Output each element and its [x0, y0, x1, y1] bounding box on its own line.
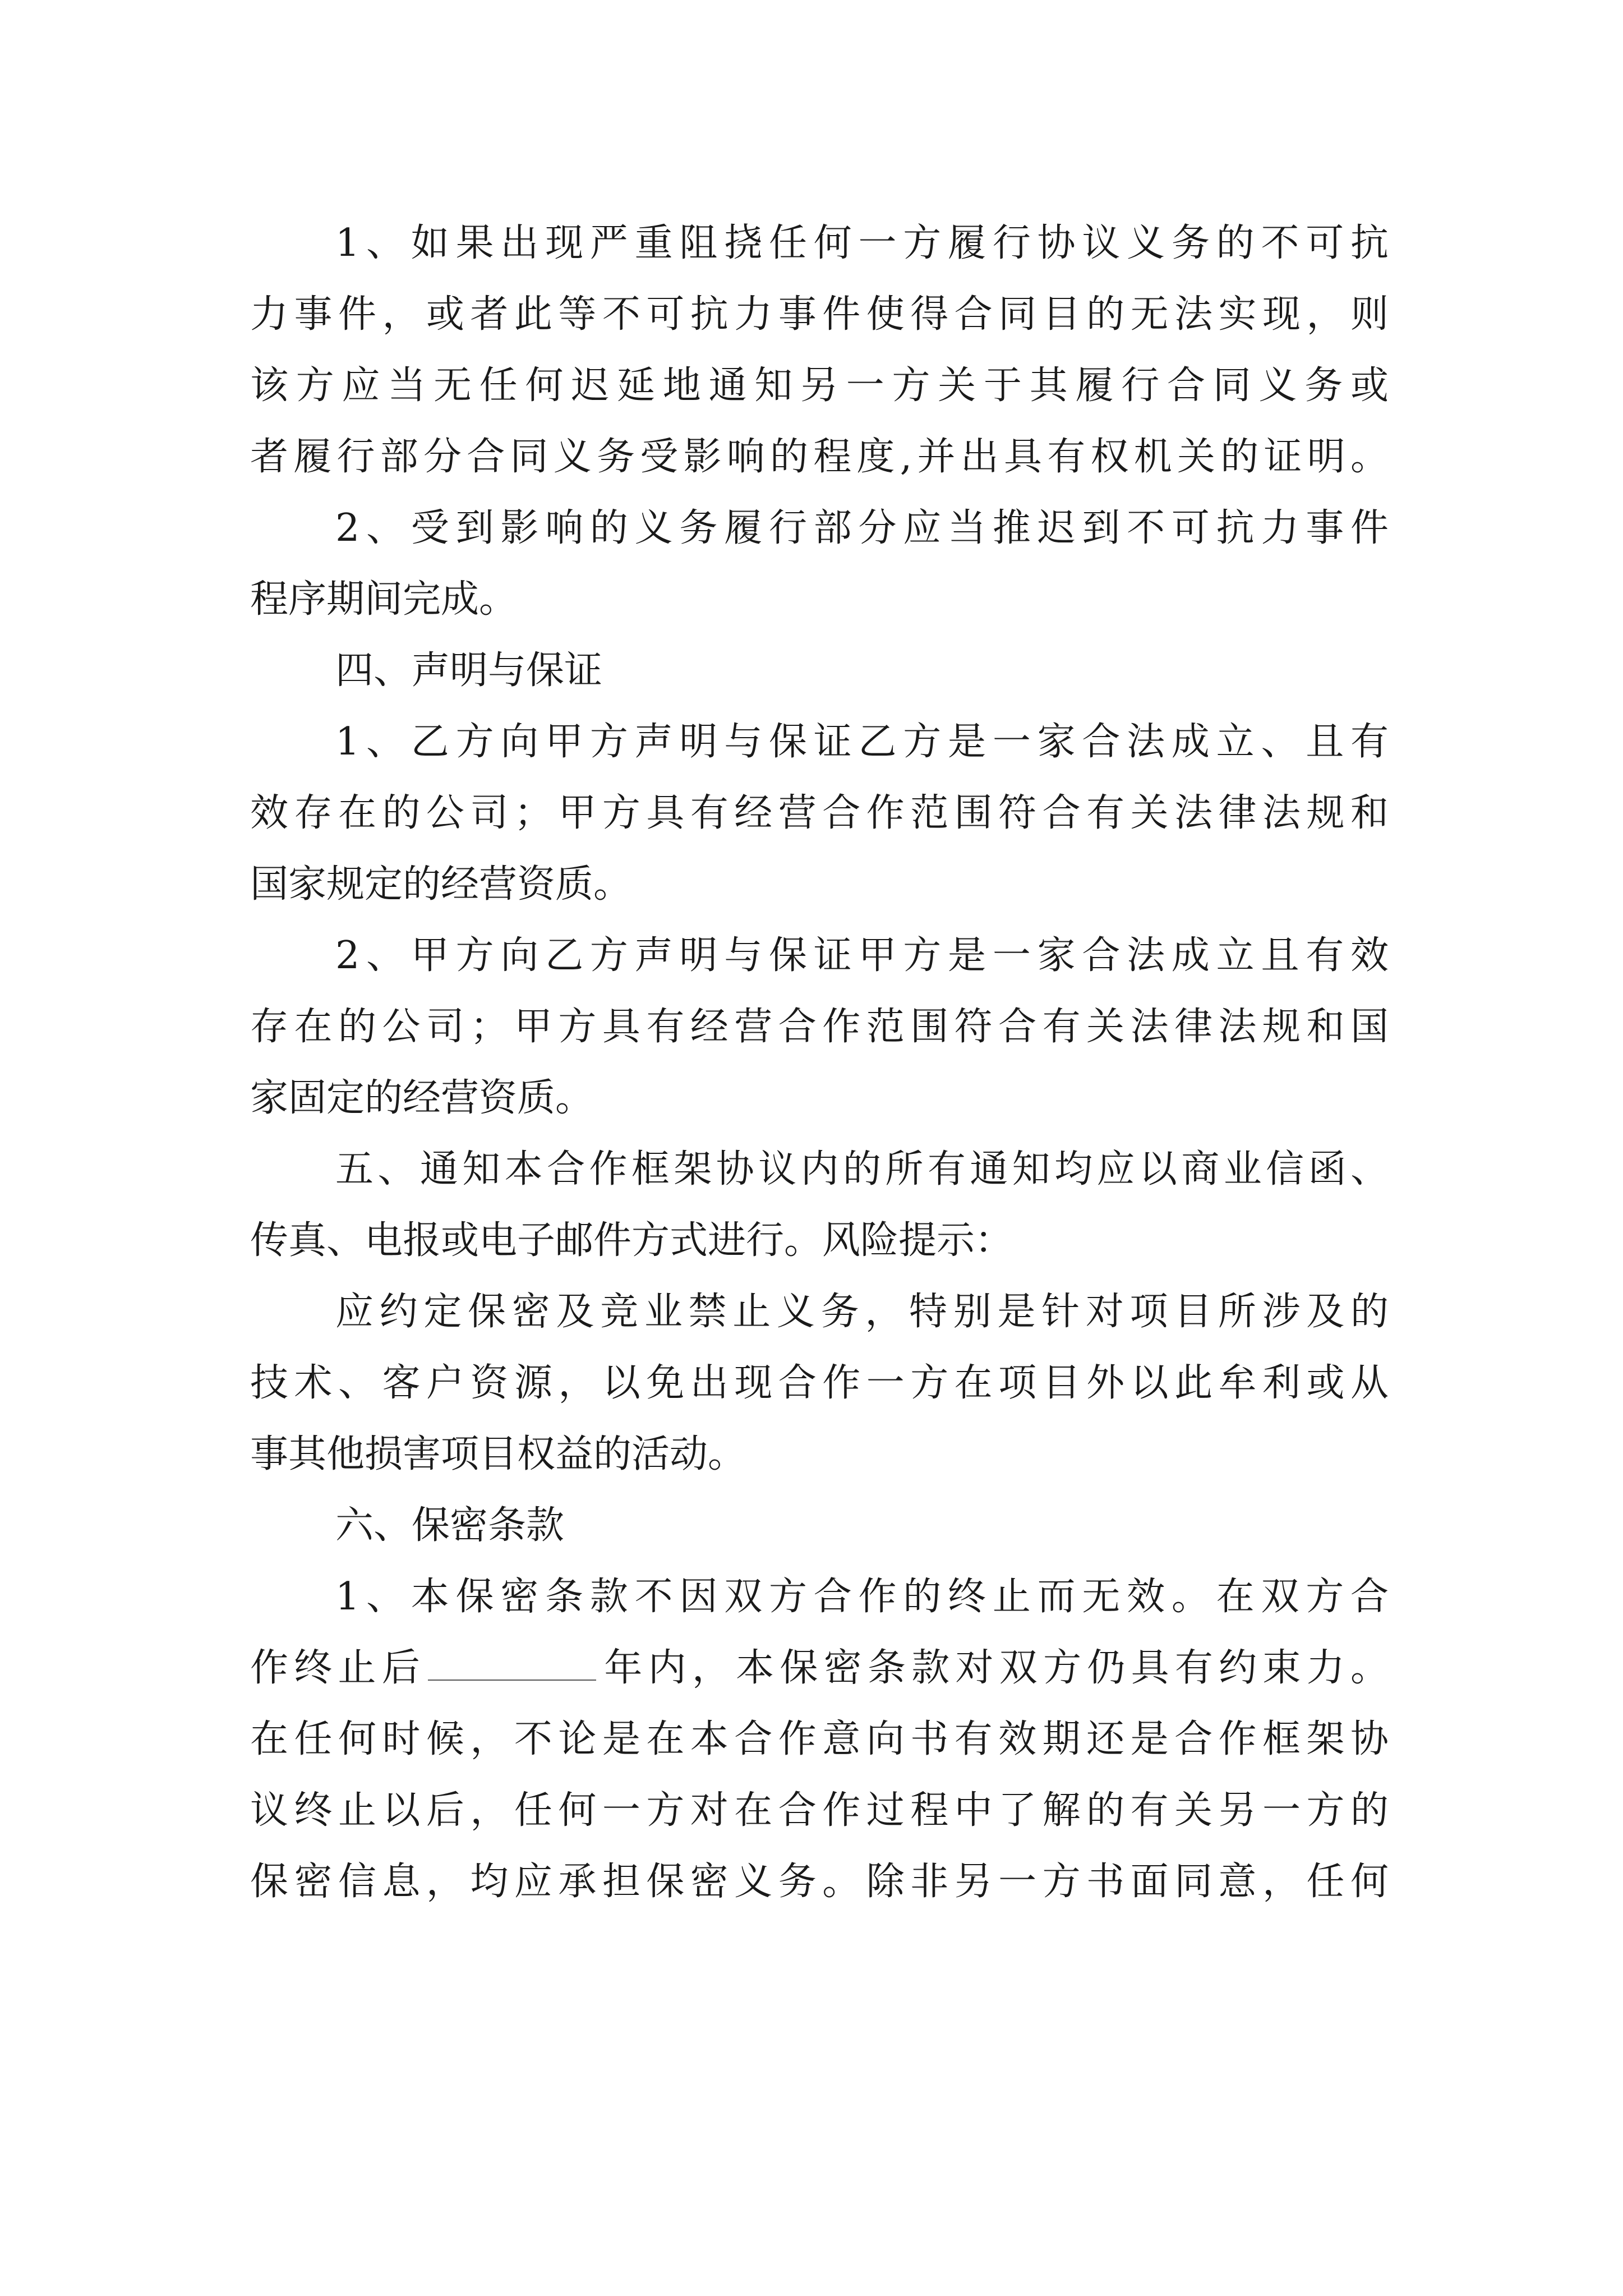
risk-note-line: 技术、客户资源，以免出现合作一方在项目外以此牟利或从 [250, 1361, 1389, 1405]
paragraph-line: 程序期间完成。 [250, 577, 518, 622]
fill-in-blank [428, 1680, 596, 1681]
paragraph-line: 效存在的公司；甲方具有经营合作范围符合有关法律法规和 [250, 791, 1389, 835]
paragraph-line [250, 1637, 1389, 1699]
paragraph-line: 国家规定的经营资质。 [250, 862, 632, 907]
paragraph-line: 家固定的经营资质。 [250, 1076, 594, 1120]
risk-note-line: 应约定保密及竞业禁止义务，特别是针对项目所涉及的 [335, 1290, 1389, 1334]
paragraph-line: 1、乙方向甲方声明与保证乙方是一家合法成立、且有 [335, 720, 1389, 764]
paragraph-line: 者履行部分合同义务受影响的程度,并出具有权机关的证明。 [250, 435, 1389, 479]
section-heading: 五、通知本合作框架协议内的所有通知均应以商业信函、 [335, 1147, 1389, 1191]
text-before-blank: 作终止后 [250, 1646, 426, 1690]
paragraph-line: 保密信息，均应承担保密义务。除非另一方书面同意，任何 [250, 1860, 1389, 1904]
paragraph-line: 1、如果出现严重阻挠任何一方履行协议义务的不可抗 [335, 221, 1389, 265]
section-heading: 六、保密条款 [335, 1503, 565, 1548]
paragraph-line: 传真、电报或电子邮件方式进行。风险提示： [250, 1218, 1013, 1263]
paragraph-line: 议终止以后，任何一方对在合作过程中了解的有关另一方的 [250, 1788, 1389, 1833]
risk-note-line: 事其他损害项目权益的活动。 [250, 1432, 746, 1476]
paragraph-line: 在任何时候，不论是在本合作意向书有效期还是合作框架协 [250, 1717, 1389, 1761]
paragraph-line: 2、受到影响的义务履行部分应当推迟到不可抗力事件 [335, 506, 1389, 550]
paragraph-line: 2、甲方向乙方声明与保证甲方是一家合法成立且有效 [335, 933, 1389, 978]
text-after-blank: 年内，本保密条款对双方仍具有约束力。 [598, 1646, 1389, 1690]
paragraph-line: 存在的公司；甲方具有经营合作范围符合有关法律法规和国 [250, 1005, 1389, 1049]
paragraph-line: 1、本保密条款不因双方合作的终止而无效。在双方合 [335, 1575, 1389, 1619]
paragraph-line: 力事件，或者此等不可抗力事件使得合同目的无法实现，则 [250, 292, 1389, 337]
section-heading: 四、声明与保证 [335, 648, 603, 693]
paragraph-line: 该方应当无任何迟延地通知另一方关于其履行合同义务或 [250, 364, 1389, 408]
